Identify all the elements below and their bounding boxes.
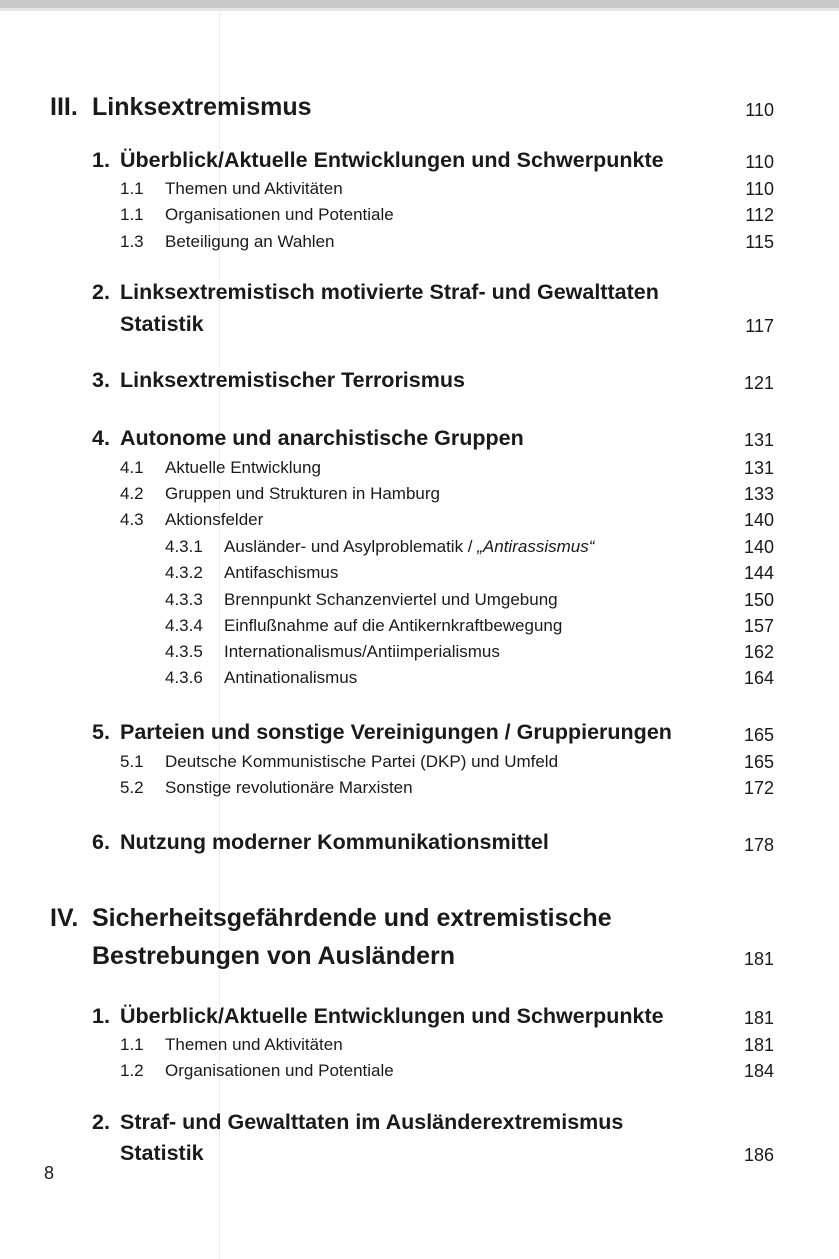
subitem-num: 4.3.2 bbox=[165, 563, 203, 582]
chapter-page: 181 bbox=[743, 1008, 774, 1028]
scan-top-shadow bbox=[0, 8, 839, 11]
chapter-title[interactable]: Überblick/Aktuelle Entwicklungen und Schwerpunkte bbox=[120, 148, 664, 172]
chapter-page: 131 bbox=[743, 430, 774, 450]
item-page: 110 bbox=[745, 179, 774, 199]
item-title[interactable]: Sonstige revolutionäre Marxisten bbox=[165, 778, 413, 797]
item-page: 172 bbox=[743, 778, 774, 798]
item-page: 165 bbox=[743, 752, 774, 772]
subitem-page: 140 bbox=[743, 537, 774, 557]
section-roman: IV. bbox=[50, 904, 79, 932]
subitem-title[interactable]: Brennpunkt Schanzenviertel und Umgebung bbox=[224, 590, 558, 609]
section-page: 181 bbox=[743, 949, 774, 969]
subitem-title-text: Ausländer- und Asylproblematik / bbox=[224, 537, 478, 556]
item-title[interactable]: Organisationen und Potentiale bbox=[165, 1061, 394, 1080]
chapter-num: 4. bbox=[92, 426, 110, 450]
chapter-page: 121 bbox=[743, 373, 774, 393]
subitem-title[interactable]: Antifaschismus bbox=[224, 563, 339, 582]
item-num: 4.3 bbox=[120, 510, 144, 529]
item-num: 1.1 bbox=[120, 179, 144, 198]
chapter-title[interactable]: Linksextremistisch motivierte Straf- und Gewalttaten bbox=[120, 280, 659, 304]
subitem-num: 4.3.5 bbox=[165, 642, 203, 661]
subitem-title[interactable]: Internationalismus/Antiimperialismus bbox=[224, 642, 500, 661]
subitem-page: 150 bbox=[743, 590, 774, 610]
item-num: 4.1 bbox=[120, 458, 144, 477]
chapter-num: 5. bbox=[92, 720, 110, 744]
chapter-title[interactable]: Überblick/Aktuelle Entwicklungen und Schwerpunkte bbox=[120, 1004, 664, 1028]
chapter-num: 2. bbox=[92, 1110, 110, 1134]
subitem-page: 144 bbox=[743, 563, 774, 583]
chapter-page: 186 bbox=[743, 1145, 774, 1165]
item-num: 1.2 bbox=[120, 1061, 144, 1080]
subitem-title-italic: „Antirassismus“ bbox=[477, 537, 595, 556]
section-page: 110 bbox=[745, 100, 774, 120]
item-page: 115 bbox=[745, 232, 774, 252]
subitem-title[interactable]: Antinationalismus bbox=[224, 668, 358, 687]
chapter-page: 117 bbox=[745, 316, 774, 336]
chapter-num: 1. bbox=[92, 1004, 110, 1028]
item-num: 5.2 bbox=[120, 778, 144, 797]
subitem-num: 4.3.1 bbox=[165, 537, 203, 556]
item-title[interactable]: Aktuelle Entwicklung bbox=[165, 458, 321, 477]
item-title[interactable]: Deutsche Kommunistische Partei (DKP) und Umfeld bbox=[165, 752, 559, 771]
chapter-page: 165 bbox=[743, 725, 774, 745]
chapter-title-line2[interactable]: Statistik bbox=[120, 1141, 204, 1165]
chapter-title[interactable]: Autonome und anarchistische Gruppen bbox=[120, 426, 524, 450]
item-page: 184 bbox=[743, 1061, 774, 1081]
scan-top-edge bbox=[0, 0, 839, 8]
section-roman: III. bbox=[50, 93, 78, 121]
item-title[interactable]: Themen und Aktivitäten bbox=[165, 179, 343, 198]
section-title-line2[interactable]: Bestrebungen von Ausländern bbox=[92, 942, 456, 970]
chapter-title[interactable]: Linksextremistischer Terrorismus bbox=[120, 368, 465, 392]
page-number: 8 bbox=[44, 1163, 55, 1183]
subitem-num: 4.3.3 bbox=[165, 590, 203, 609]
section-title[interactable]: Sicherheitsgefährdende und extremistische bbox=[92, 904, 612, 932]
subitem-page: 164 bbox=[743, 668, 774, 688]
section-title[interactable]: Linksextremismus bbox=[92, 93, 312, 121]
item-num: 5.1 bbox=[120, 752, 144, 771]
subitem-page: 157 bbox=[743, 616, 774, 636]
subitem-title[interactable]: Einflußnahme auf die Antikernkraftbewegung bbox=[224, 616, 563, 635]
item-title[interactable]: Themen und Aktivitäten bbox=[165, 1035, 343, 1054]
item-page: 133 bbox=[743, 484, 774, 504]
item-page: 131 bbox=[743, 458, 774, 478]
item-num: 1.3 bbox=[120, 232, 144, 251]
chapter-num: 2. bbox=[92, 280, 110, 304]
subitem-title[interactable] bbox=[224, 537, 594, 557]
item-page: 112 bbox=[745, 205, 774, 225]
chapter-num: 6. bbox=[92, 830, 110, 854]
chapter-title[interactable]: Straf- und Gewalttaten im Ausländerextremismus bbox=[120, 1110, 624, 1134]
chapter-title[interactable]: Nutzung moderner Kommunikationsmittel bbox=[120, 830, 549, 854]
subitem-num: 4.3.6 bbox=[165, 668, 203, 687]
item-title[interactable]: Gruppen und Strukturen in Hamburg bbox=[165, 484, 440, 503]
item-title[interactable]: Beteiligung an Wahlen bbox=[165, 232, 335, 251]
subitem-num: 4.3.4 bbox=[165, 616, 203, 635]
item-page: 181 bbox=[743, 1035, 774, 1055]
chapter-title[interactable]: Parteien und sonstige Vereinigungen / Gruppierungen bbox=[120, 720, 672, 744]
item-page: 140 bbox=[743, 510, 774, 530]
chapter-num: 3. bbox=[92, 368, 110, 392]
item-num: 1.1 bbox=[120, 1035, 144, 1054]
subitem-page: 162 bbox=[743, 642, 774, 662]
chapter-page: 178 bbox=[743, 835, 774, 855]
chapter-num: 1. bbox=[92, 148, 110, 172]
chapter-title-line2[interactable]: Statistik bbox=[120, 312, 204, 336]
chapter-page: 110 bbox=[745, 152, 774, 172]
item-title[interactable]: Aktionsfelder bbox=[165, 510, 264, 529]
item-num: 4.2 bbox=[120, 484, 144, 503]
item-num: 1.1 bbox=[120, 205, 144, 224]
item-title[interactable]: Organisationen und Potentiale bbox=[165, 205, 394, 224]
